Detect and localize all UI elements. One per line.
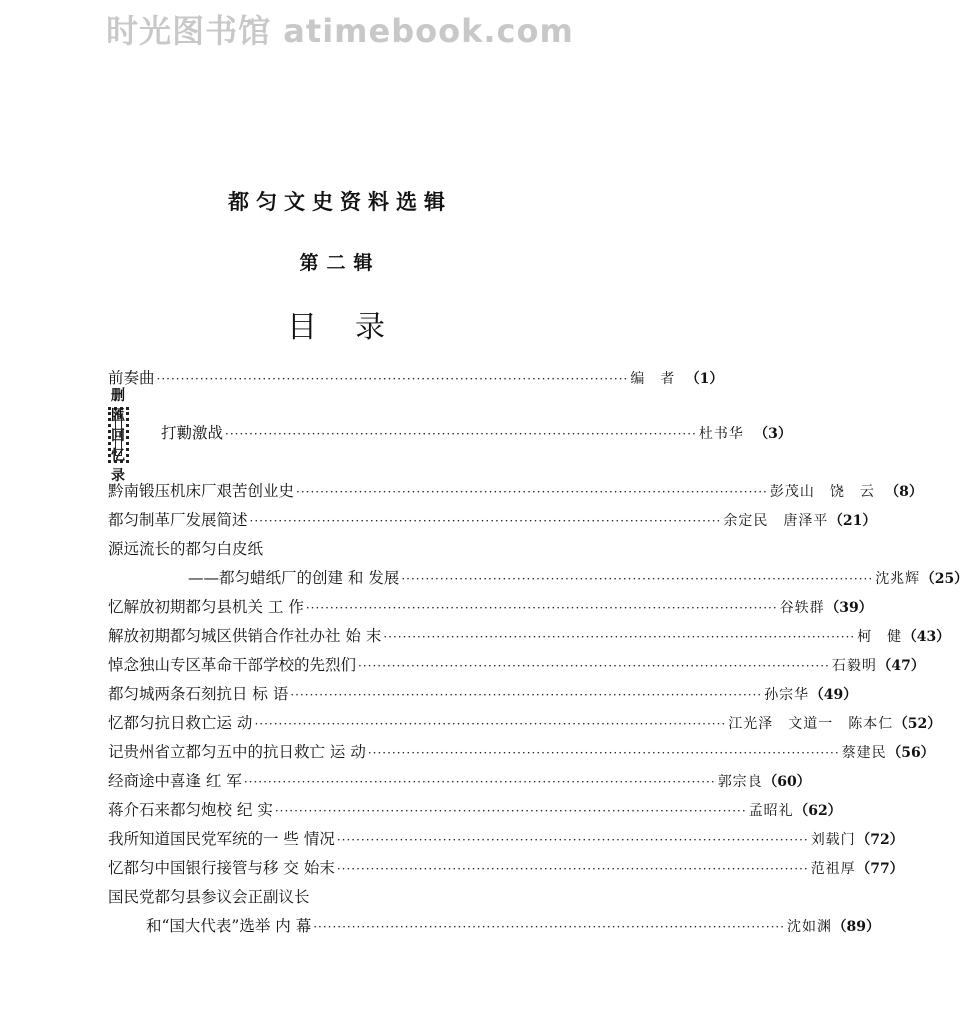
- toc-entry-author: 柯 健: [857, 629, 903, 645]
- watermark-text: 时光图书馆 atimebook.com: [106, 12, 574, 50]
- toc-entry-page: （43）: [902, 629, 951, 645]
- leader-dots: [296, 485, 768, 499]
- leader-dots: [157, 372, 629, 386]
- section-badge: 删匯回忆录: [108, 407, 129, 463]
- toc-entry-title: 记贵州省立都匀五中的抗日救亡 运 动: [108, 743, 366, 761]
- toc-entry[interactable]: [108, 798, 842, 827]
- toc-entry[interactable]: [108, 566, 968, 595]
- toc-entry-page: （56）: [887, 745, 935, 761]
- toc-entry-author: 沈兆辉: [875, 571, 921, 587]
- leader-dots: [337, 833, 809, 847]
- toc-entry-title: 蒋介石来都匀炮校 纪 实: [108, 801, 273, 819]
- toc-entry-author: 范祖厚: [810, 861, 856, 877]
- toc-entry-author: 孟昭礼: [748, 803, 794, 819]
- leader-dots: [244, 775, 716, 789]
- toc-entry[interactable]: [108, 827, 904, 856]
- toc-entry-author: 石毅明: [831, 658, 877, 674]
- toc-entry-title: 忆都匀抗日救亡运 动: [108, 714, 253, 732]
- toc-entry-title: 打勷激战: [161, 423, 224, 442]
- toc-entry[interactable]: [161, 421, 792, 450]
- toc-entry-page: （39）: [825, 600, 873, 616]
- toc-entry-author: 谷轶群: [779, 600, 825, 616]
- toc-entry[interactable]: [108, 537, 614, 566]
- toc-entry-page: （52）: [893, 716, 942, 732]
- leader-dots: [225, 427, 697, 441]
- toc-entry-author: 江光泽 文道一 陈本仁: [728, 716, 894, 732]
- leader-dots: [250, 514, 722, 528]
- leader-dots: [254, 717, 726, 731]
- toc-entry-page: （1）: [685, 371, 724, 387]
- toc-entry-title: 黔南锻压机床厂艰苦创业史: [108, 482, 295, 500]
- leader-dots: [290, 688, 762, 702]
- toc-entry-title: 我所知道国民党军统的一 些 情况: [108, 830, 335, 848]
- toc-entry-title: 国民党都匀县参议会正副议长: [108, 888, 310, 906]
- toc-entry-page: （3）: [754, 425, 792, 442]
- leader-dots: [337, 862, 809, 876]
- toc-entry[interactable]: [108, 885, 614, 914]
- toc-entry-author: 刘载门: [810, 832, 856, 848]
- toc-entry[interactable]: [108, 682, 858, 711]
- toc-entry-title: 忆解放初期都匀县机关 工 作: [108, 598, 304, 616]
- leader-dots: [383, 630, 855, 644]
- toc-entry-author: 郭宗良: [717, 774, 763, 790]
- toc-entry[interactable]: [108, 595, 873, 624]
- toc-entry-author: 编 者: [630, 371, 676, 387]
- toc-entry-author: 蔡建民: [841, 745, 887, 761]
- book-title: 都匀文史资料选辑: [228, 190, 452, 214]
- toc-entry-page: （8）: [885, 484, 923, 500]
- toc-entry-page: （77）: [856, 861, 904, 877]
- toc-entry-title: 都匀城两条石刻抗日 标 语: [108, 685, 289, 703]
- toc-entry-page: （62）: [794, 803, 842, 819]
- toc-entry[interactable]: [108, 856, 904, 885]
- toc-entry[interactable]: [108, 366, 724, 395]
- toc-entry[interactable]: [108, 711, 942, 740]
- toc-entry-title: 源远流长的都匀白皮纸: [108, 540, 264, 558]
- toc-entry-title: 前奏曲: [108, 369, 155, 387]
- toc-entry-page: （47）: [877, 658, 925, 674]
- contents-heading: 目录: [287, 310, 423, 345]
- toc-entry-page: （89）: [832, 919, 881, 935]
- leader-dots: [368, 746, 840, 760]
- toc-entry-title: 经商途中喜逢 红 军: [108, 772, 242, 790]
- toc-entry-page: （72）: [856, 832, 904, 848]
- toc-entry-page: （21）: [828, 513, 877, 529]
- toc-entry[interactable]: [108, 740, 935, 769]
- toc-entry[interactable]: [108, 479, 923, 508]
- toc-entry-title: 和“国大代表”选举 内 幕: [146, 917, 312, 935]
- toc-entry-author: 余定民 唐泽平: [723, 513, 829, 529]
- toc-entry[interactable]: [108, 914, 881, 943]
- toc-entry-title: 忆都匀中国银行接管与移 交 始末: [108, 859, 335, 877]
- toc-entry[interactable]: [108, 769, 811, 798]
- toc-entry[interactable]: [108, 624, 951, 653]
- toc-entry[interactable]: [108, 653, 925, 682]
- toc-entry-page: （25）: [920, 571, 968, 587]
- leader-dots: [401, 572, 873, 586]
- toc-entry-page: （60）: [763, 774, 811, 790]
- special-section: [108, 388, 792, 484]
- toc-entry-title: 悼念独山专区革命干部学校的先烈们: [108, 656, 357, 674]
- toc-entry-author: 孙宗华: [764, 687, 810, 703]
- toc-entry-author: 杜书华: [698, 425, 744, 442]
- leader-dots: [358, 659, 830, 673]
- toc-entry-page: （49）: [809, 687, 858, 703]
- toc-entry-author: 彭茂山 饶 云: [769, 484, 875, 500]
- table-of-contents: [108, 366, 968, 943]
- leader-dots: [306, 601, 778, 615]
- toc-entry-title: ——都匀蜡纸厂的创建 和 发展: [188, 569, 400, 587]
- toc-entry-author: 沈如渊: [787, 919, 833, 935]
- leader-dots: [275, 804, 747, 818]
- volume-label: 第二辑: [299, 252, 381, 274]
- toc-entry-title: 解放初期都匀城区供销合作社办社 始 末: [108, 627, 382, 645]
- toc-entry[interactable]: [108, 508, 877, 537]
- leader-dots: [313, 920, 785, 934]
- toc-entry-title: 都匀制革厂发展简述: [108, 511, 248, 529]
